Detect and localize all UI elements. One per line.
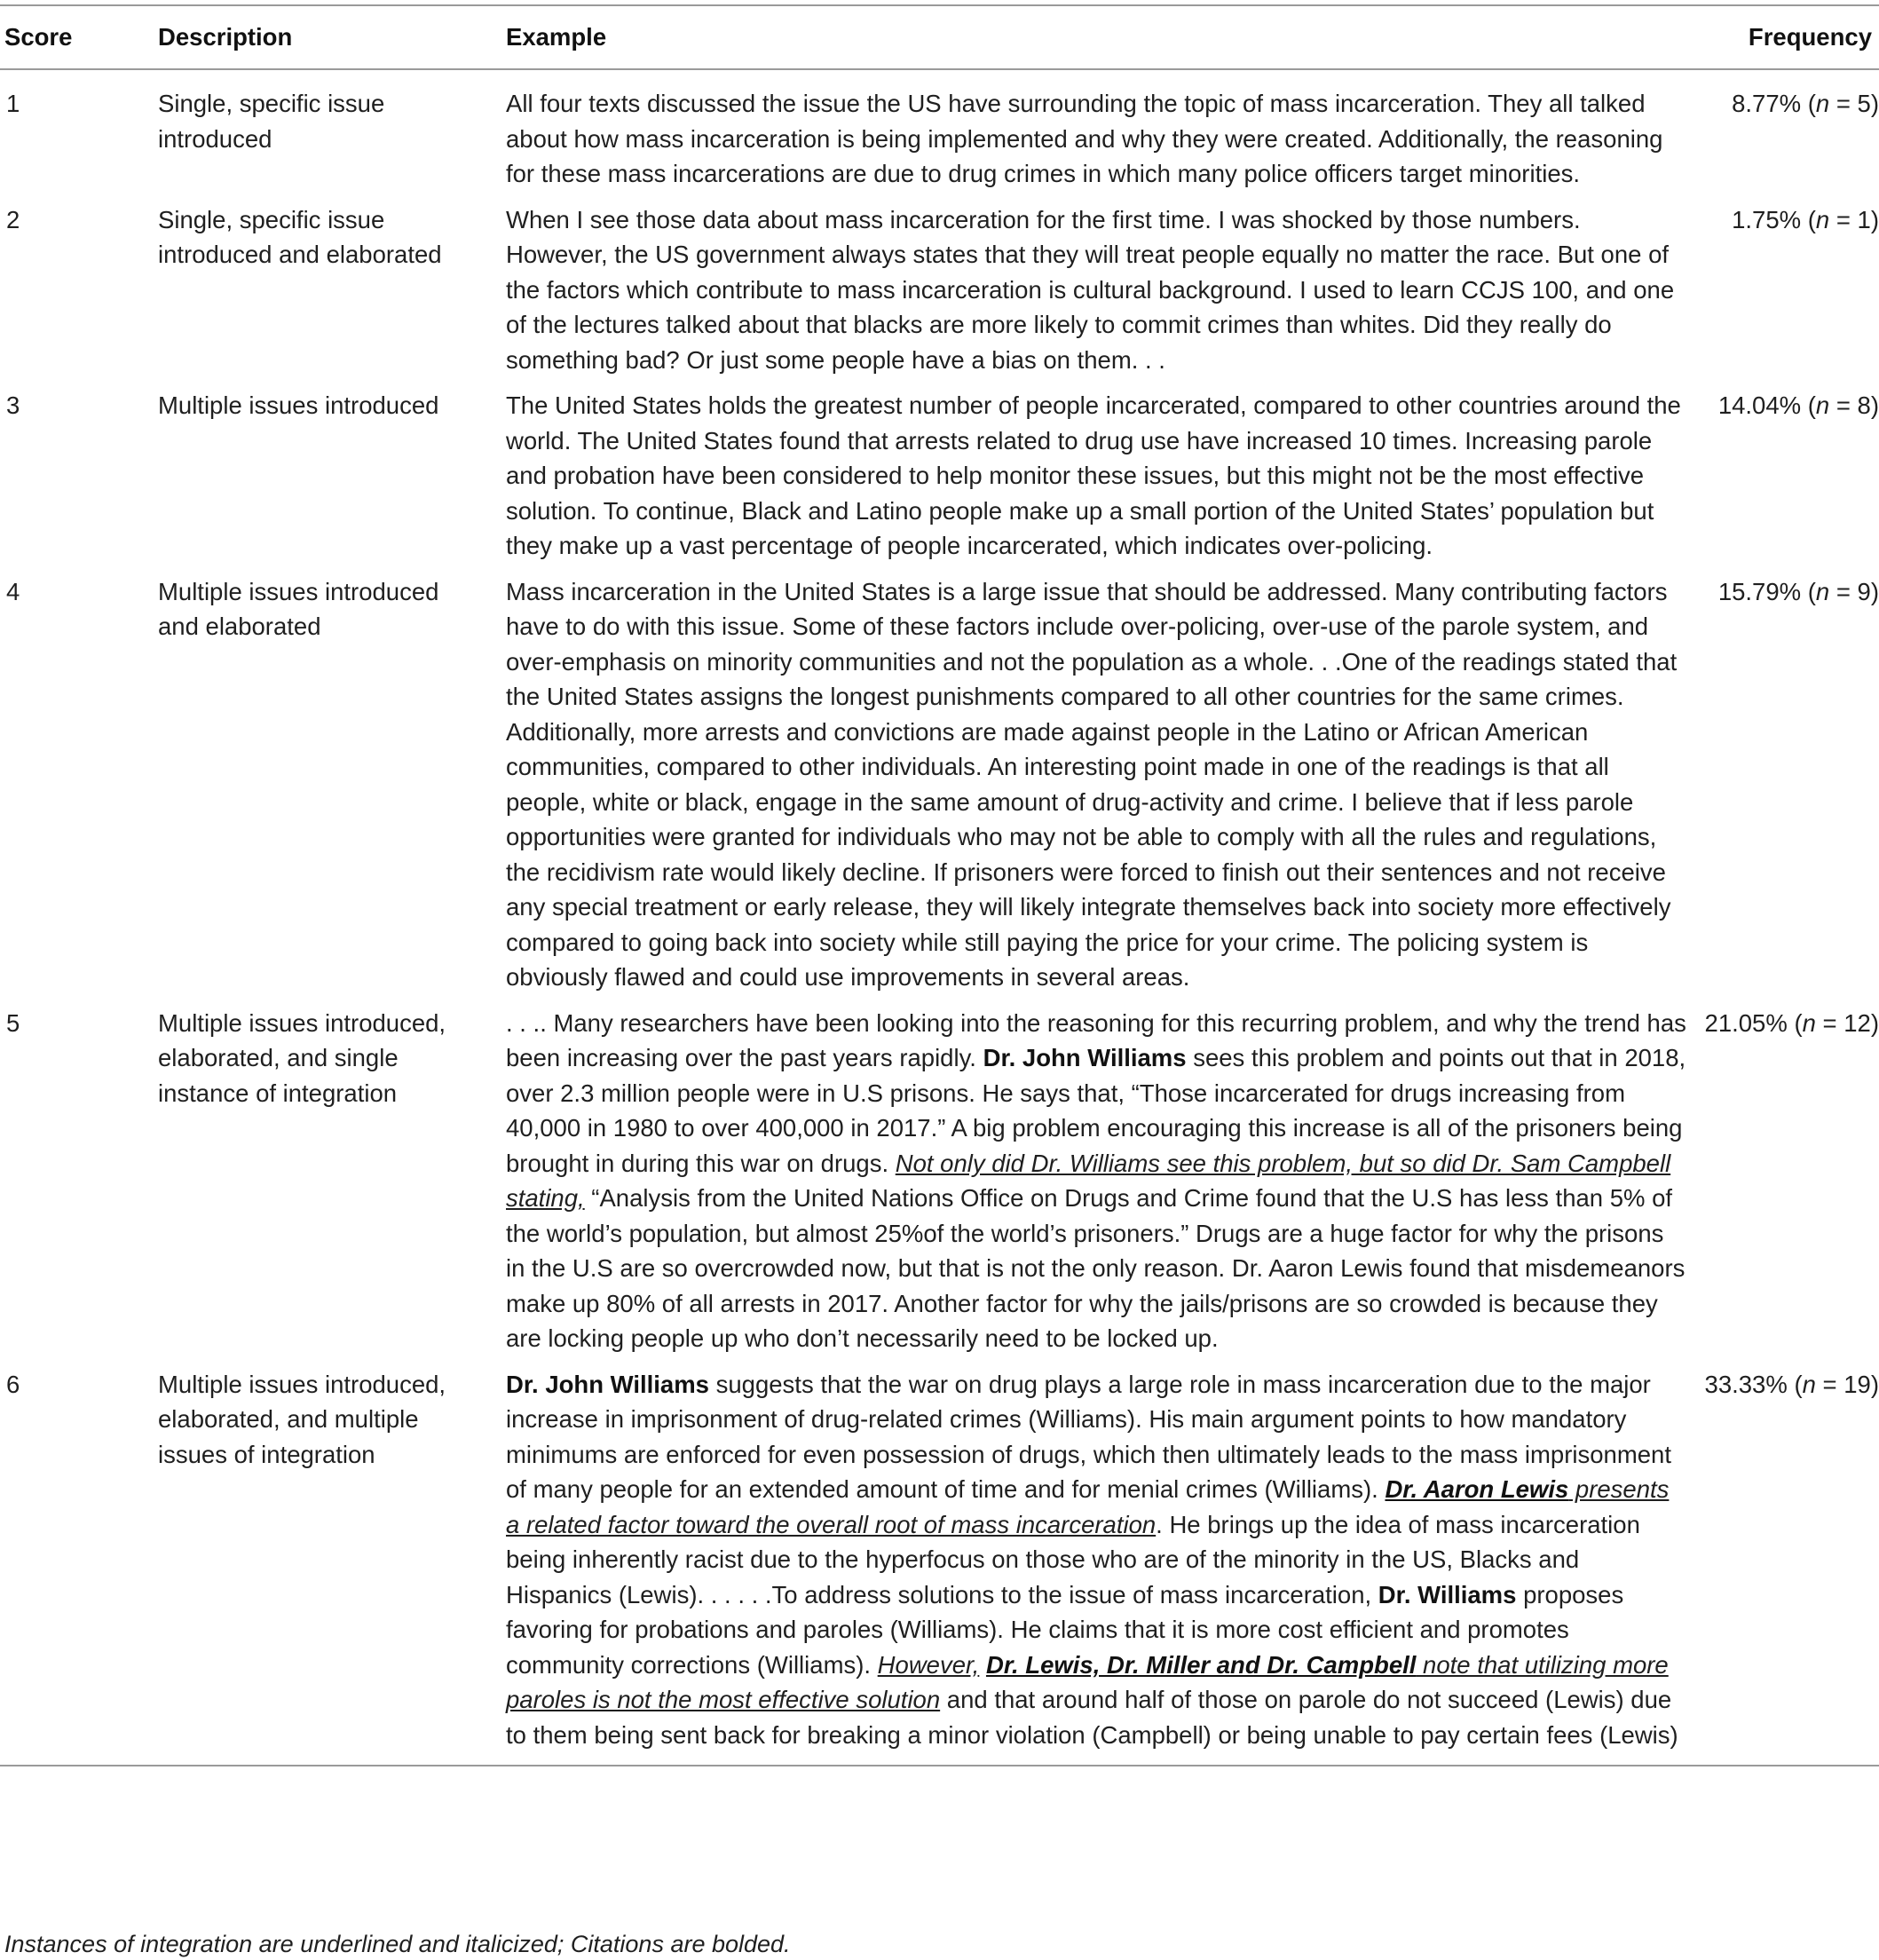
example-cell bbox=[506, 1000, 1686, 1362]
table-row bbox=[0, 69, 1879, 197]
frequency-percent: 33.33% ( bbox=[1704, 1370, 1803, 1398]
frequency-cell bbox=[1686, 569, 1879, 1000]
frequency-percent: 15.79% ( bbox=[1717, 577, 1816, 605]
example-text: sees this problem and points out that in 2018, over 2.3 million people were in U.S prisons. He says that, “Those incarcerated for drugs increasing from 40,000 in 1980 to over 400,000 in 2017.” A big problem encouraging this increase is all of the prisoners being brought in during this war on drugs. bbox=[506, 1044, 1686, 1177]
citation-bold-integration: Dr. Aaron Lewis bbox=[1385, 1475, 1569, 1503]
frequency-n-label: n bbox=[1815, 577, 1830, 605]
frequency-percent: 1.75% ( bbox=[1732, 205, 1816, 233]
integration-italic-underline: note that utilizing more paroles is not the most effective solution bbox=[506, 1650, 1669, 1713]
score-cell: 2 bbox=[6, 205, 20, 233]
table-footnote: Instances of integration are underlined and italicized; Citations are bolded. bbox=[4, 1931, 791, 1957]
example-cell: The United States holds the greatest number of people incarcerated, compared to other countries around the world. The United States found that arrests related to drug use have increased 10 times. Increasing parole and probation have been considered to help monitor these issues, but this might not be the most effective solution. To continue, Black and Latino people make up a small portion of the United States’ population but they make up a vast percentage of people incarcerated, which indicates over-policing. bbox=[506, 391, 1681, 559]
table-row bbox=[0, 1000, 1879, 1362]
frequency-n-label: n bbox=[1802, 1370, 1816, 1398]
header-score: Score bbox=[0, 5, 158, 69]
citation-bold: Dr. John Williams bbox=[983, 1044, 1187, 1071]
integration-italic-underline: However, bbox=[877, 1650, 980, 1679]
table-row bbox=[0, 197, 1879, 383]
example-text: proposes favoring for probations and paroles (Williams). He claims that it is more cost efficient and promotes community corrections (Williams). bbox=[506, 1580, 1624, 1679]
example-cell: When I see those data about mass incarceration for the first time. I was shocked by those numbers. However, the US government always states that they will treat people equally no matter the race. But one of the factors which contribute to mass incarceration is cultural background. I used to learn CCJS 100, and one of the lectures talked about that blacks are more likely to commit crimes than whites. Did they really do something bad? Or just some people have a bias on them. . . bbox=[506, 205, 1675, 374]
header-example: Example bbox=[506, 5, 1686, 69]
frequency-cell bbox=[1686, 1362, 1879, 1766]
example-text: . . .. Many researchers have been looking into the reasoning for this recurring problem, and why the trend has been increasing over the past years rapidly. bbox=[506, 1008, 1686, 1071]
citation-bold-integration: Dr. Lewis, Dr. Miller and Dr. Campbell bbox=[985, 1650, 1417, 1679]
description-cell: Single, specific issue introduced and elaborated bbox=[158, 205, 442, 268]
example-text: and that around half of those on parole do not succeed (Lewis) due to them being sent back for breaking a minor violation (Campbell) or being unable to pay certain fees (Lewis) bbox=[506, 1686, 1678, 1749]
frequency-n-label: n bbox=[1815, 391, 1830, 419]
table-row bbox=[0, 383, 1879, 569]
frequency-count: = 19) bbox=[1815, 1370, 1879, 1398]
description-cell: Multiple issues introduced and elaborated bbox=[158, 577, 439, 640]
score-cell: 4 bbox=[6, 577, 20, 605]
example-cell bbox=[506, 1362, 1686, 1766]
citation-bold: Dr. Williams bbox=[1378, 1580, 1517, 1608]
example-text: suggests that the war on drug plays a large role in mass incarceration due to the major increase in imprisonment of drug-related crimes (Williams). His main argument points to how mandatory minimums are enforced for even possession of drugs, which then ultimately leads to the mass imprisonment of many people for an extended amount of time and for menial crimes (Williams). bbox=[506, 1370, 1671, 1503]
frequency-percent: 8.77% ( bbox=[1732, 90, 1816, 117]
table-body bbox=[0, 69, 1879, 1766]
header-frequency: Frequency bbox=[1686, 5, 1879, 69]
example-text: . He brings up the idea of mass incarceration being inherently racist due to the hyperfocus on those who are of the minority in the US, Blacks and Hispanics (Lewis). . . . . .To address solutions to the issue of mass incarceration, bbox=[506, 1510, 1640, 1608]
scoring-table bbox=[0, 4, 1879, 1766]
frequency-n-label: n bbox=[1815, 205, 1830, 233]
table-row bbox=[0, 569, 1879, 1000]
example-cell: All four texts discussed the issue the US have surrounding the topic of mass incarceration. They all talked about how mass incarceration is being implemented and why they were created. Additionally, the reasoning for these mass incarcerations are due to drug crimes in which many police officers target minorities. bbox=[506, 90, 1663, 187]
frequency-cell bbox=[1686, 383, 1879, 569]
frequency-percent: 14.04% ( bbox=[1717, 391, 1816, 419]
frequency-count: = 8) bbox=[1829, 391, 1879, 419]
frequency-count: = 12) bbox=[1815, 1008, 1879, 1037]
score-cell: 6 bbox=[0, 1362, 158, 1766]
description-cell: Multiple issues introduced, elaborated, and multiple issues of integration bbox=[158, 1362, 506, 1766]
table-header bbox=[0, 5, 1879, 69]
header-row bbox=[0, 5, 1879, 69]
example-text: “Analysis from the United Nations Office on Drugs and Crime found that the U.S has less than 5% of the world’s population, but almost 25%of the world’s prisoners.” Drugs are a huge factor for why the prisons in the U.S are so overcrowded now, but that is not the only reason. Dr. Aaron Lewis found that misdemeanors make up 80% of all arrests in 2017. Another factor for why the jails/prisons are so crowded is because they are locking people up who don’t necessarily need to be locked up. bbox=[506, 1184, 1686, 1352]
frequency-count: = 5) bbox=[1829, 90, 1879, 117]
frequency-percent: 21.05% ( bbox=[1704, 1008, 1803, 1037]
table-row bbox=[0, 1362, 1879, 1766]
description-cell: Multiple issues introduced bbox=[158, 391, 439, 419]
integration-italic-underline: Not only did Dr. Williams see this problem, but so did Dr. Sam Campbell stating, bbox=[506, 1149, 1671, 1212]
description-cell: Multiple issues introduced, elaborated, and single instance of integration bbox=[158, 1008, 446, 1107]
example-cell: Mass incarceration in the United States is a large issue that should be addressed. Many contributing factors have to do with this issue. Some of these factors include over-policing, over-use of the parole system, and over-emphasis on minority communities and not the population as a whole. . .One of the readings stated that the United States assigns the longest punishments compared to all other countries for the same crimes. Additionally, more arrests and convictions are made against people in the Latino or African American communities, compared to other individuals. An interesting point made in one of the readings is that all people, white or black, engage in the same amount of drug-activity and crime. I believe that if less parole opportunities were granted for individuals who may not be able to comply with all the rules and regulations, the recidivism rate would likely decline. If prisoners were forced to finish out their sentences and not receive any special treatment or early release, they will likely integrate themselves back into society more effectively compared to going back into society while still paying the price for your crime. The policing system is obviously flawed and could use improvements in several areas. bbox=[506, 577, 1678, 991]
description-cell: Single, specific issue introduced bbox=[158, 90, 385, 153]
frequency-cell bbox=[1686, 1000, 1879, 1362]
score-cell: 1 bbox=[6, 90, 20, 117]
frequency-count: = 1) bbox=[1829, 205, 1879, 233]
frequency-cell bbox=[1686, 197, 1879, 383]
score-cell: 3 bbox=[6, 391, 20, 419]
example-text bbox=[979, 1651, 986, 1679]
citation-bold: Dr. John Williams bbox=[506, 1370, 709, 1398]
score-cell: 5 bbox=[6, 1008, 20, 1037]
frequency-n-label: n bbox=[1815, 90, 1830, 117]
header-description: Description bbox=[158, 5, 506, 69]
integration-italic-underline: presents a related factor toward the overall root of mass incarceration bbox=[506, 1475, 1670, 1538]
frequency-n-label: n bbox=[1802, 1008, 1816, 1037]
frequency-cell bbox=[1686, 69, 1879, 197]
frequency-count: = 9) bbox=[1829, 577, 1879, 605]
